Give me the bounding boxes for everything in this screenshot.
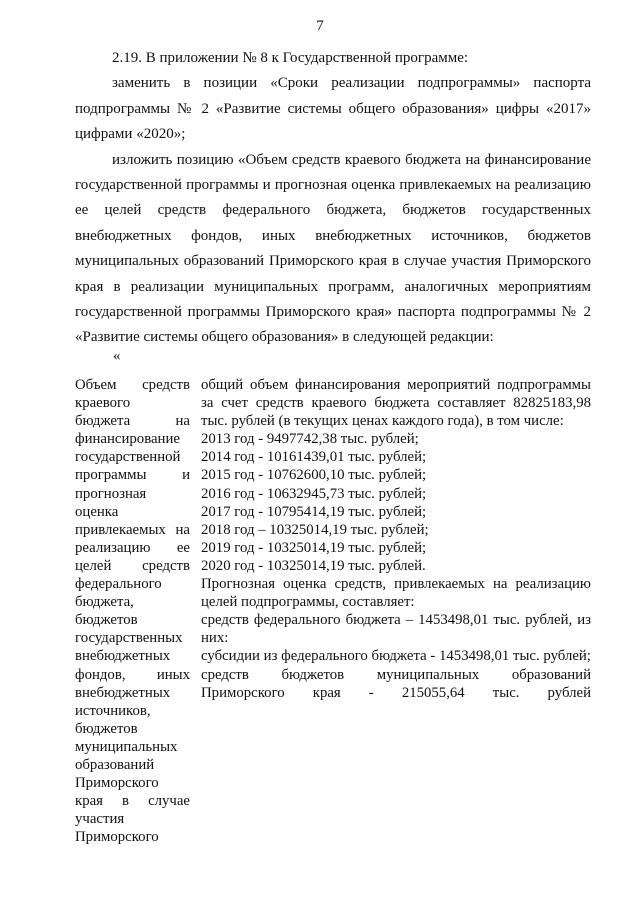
municipal-budgets: средств бюджетов муниципальных образований Приморского края - 215055,64 тыс. рублей xyxy=(201,666,591,701)
funding-intro: общий объем финансирования мероприятий подпрограммы за счет средств краевого бюджета составляет 82825183,98 тыс. рублей (в текущих ценах каждого года), в том числе: xyxy=(201,377,591,430)
left-col-word: ее xyxy=(176,539,190,556)
left-col-line: бюджетов xyxy=(75,720,138,737)
funding-year-2016: 2016 год - 10632945,73 тыс. рублей; xyxy=(201,485,427,502)
left-col-line xyxy=(75,412,190,430)
left-col-line: бюджетов xyxy=(75,612,138,629)
left-col-word: программы xyxy=(75,467,147,484)
left-col-line: внебюджетных xyxy=(75,648,171,665)
paragraph-heading: 2.19. В приложении № 8 к Государственной программе: xyxy=(112,50,469,66)
left-col-line: государственных xyxy=(75,630,183,647)
left-col-word: реализацию xyxy=(75,539,151,556)
left-col-word: привлекаемых xyxy=(75,521,166,538)
funding-year-2019: 2019 год - 10325014,19 тыс. рублей; xyxy=(201,539,427,556)
left-col-word: и xyxy=(182,467,190,484)
funding-year-2018: 2018 год – 10325014,19 тыс. рублей; xyxy=(201,521,429,538)
left-col-line xyxy=(75,466,190,484)
left-col-line: внебюджетных xyxy=(75,684,171,701)
paragraph-restate: изложить позицию «Объем средств краевого бюджета на финансирование государственной программы и прогнозная оценка привлекаемых на реализацию ее целей средств федерального бюджета, бюджетов государственных внебюджетных фондов, иных внебюджетных источников, бюджетов муниципальных образований Приморского края в случае участия Приморского края в реализации муниципальных программ, аналогичных мероприятиям государственной программы Приморского края» паспорта подпрограммы № 2 «Развитие системы общего образования» в следующей редакции: xyxy=(75,151,591,346)
left-col-word: средств xyxy=(142,557,190,574)
federal-budget: средств федерального бюджета – 1453498,01 тыс. рублей, из них: xyxy=(201,612,591,647)
left-col-line: Приморского xyxy=(75,829,159,846)
left-col-line: федерального xyxy=(75,576,162,593)
table-left-column xyxy=(75,376,190,846)
left-col-line: бюджета, xyxy=(75,594,134,611)
left-col-line xyxy=(75,792,190,810)
funding-year-2017: 2017 год - 10795414,19 тыс. рублей; xyxy=(201,503,427,520)
funding-year-2014: 2014 год - 10161439,01 тыс. рублей; xyxy=(201,449,427,466)
left-col-line xyxy=(75,521,190,539)
left-col-line xyxy=(75,666,190,684)
left-col-word: Объем xyxy=(75,377,117,393)
left-col-line: прогнозная xyxy=(75,485,147,502)
left-col-line: краевого xyxy=(75,395,131,412)
page-number: 7 xyxy=(316,18,324,34)
left-col-line: оценка xyxy=(75,503,119,520)
funding-year-2015: 2015 год - 10762600,10 тыс. рублей; xyxy=(201,467,427,484)
left-col-line: муниципальных xyxy=(75,738,178,755)
federal-subsidies: субсидии из федерального бюджета - 1453498,01 тыс. рублей; xyxy=(201,648,591,665)
left-col-line: финансирование xyxy=(75,431,180,448)
left-col-line: источников, xyxy=(75,702,151,719)
left-col-line: участия xyxy=(75,811,125,828)
left-col-word: иных xyxy=(156,666,190,683)
left-col-line xyxy=(75,557,190,575)
paragraph-replace: заменить в позиции «Сроки реализации подпрограммы» паспорта подпрограммы № 2 «Развитие системы общего образования» цифры «2017» цифрами «2020»; xyxy=(75,75,591,143)
quote-open: « xyxy=(113,348,121,364)
funding-year-2013: 2013 год - 9497742,38 тыс. рублей; xyxy=(201,431,419,448)
left-col-word: бюджета xyxy=(75,413,131,430)
table-right-column xyxy=(201,376,591,702)
left-col-word: в xyxy=(122,793,130,810)
left-col-word: на xyxy=(175,413,190,430)
document-body xyxy=(75,46,591,351)
left-col-line: образований xyxy=(75,756,155,773)
left-col-word: фондов, xyxy=(75,666,126,683)
left-col-line: Приморского xyxy=(75,775,159,792)
forecast-intro: Прогнозная оценка средств, привлекаемых на реализацию целей подпрограммы, составляет: xyxy=(201,576,591,611)
left-col-word: средств xyxy=(142,377,190,393)
left-col-line xyxy=(75,539,190,557)
left-col-word: целей xyxy=(75,557,112,574)
left-col-word: края xyxy=(75,793,103,810)
left-col-line xyxy=(75,376,190,394)
left-col-word: на xyxy=(175,521,190,538)
left-col-line: государственной xyxy=(75,449,181,466)
left-col-word: случае xyxy=(148,793,190,810)
funding-year-2020: 2020 год - 10325014,19 тыс. рублей. xyxy=(201,557,426,574)
